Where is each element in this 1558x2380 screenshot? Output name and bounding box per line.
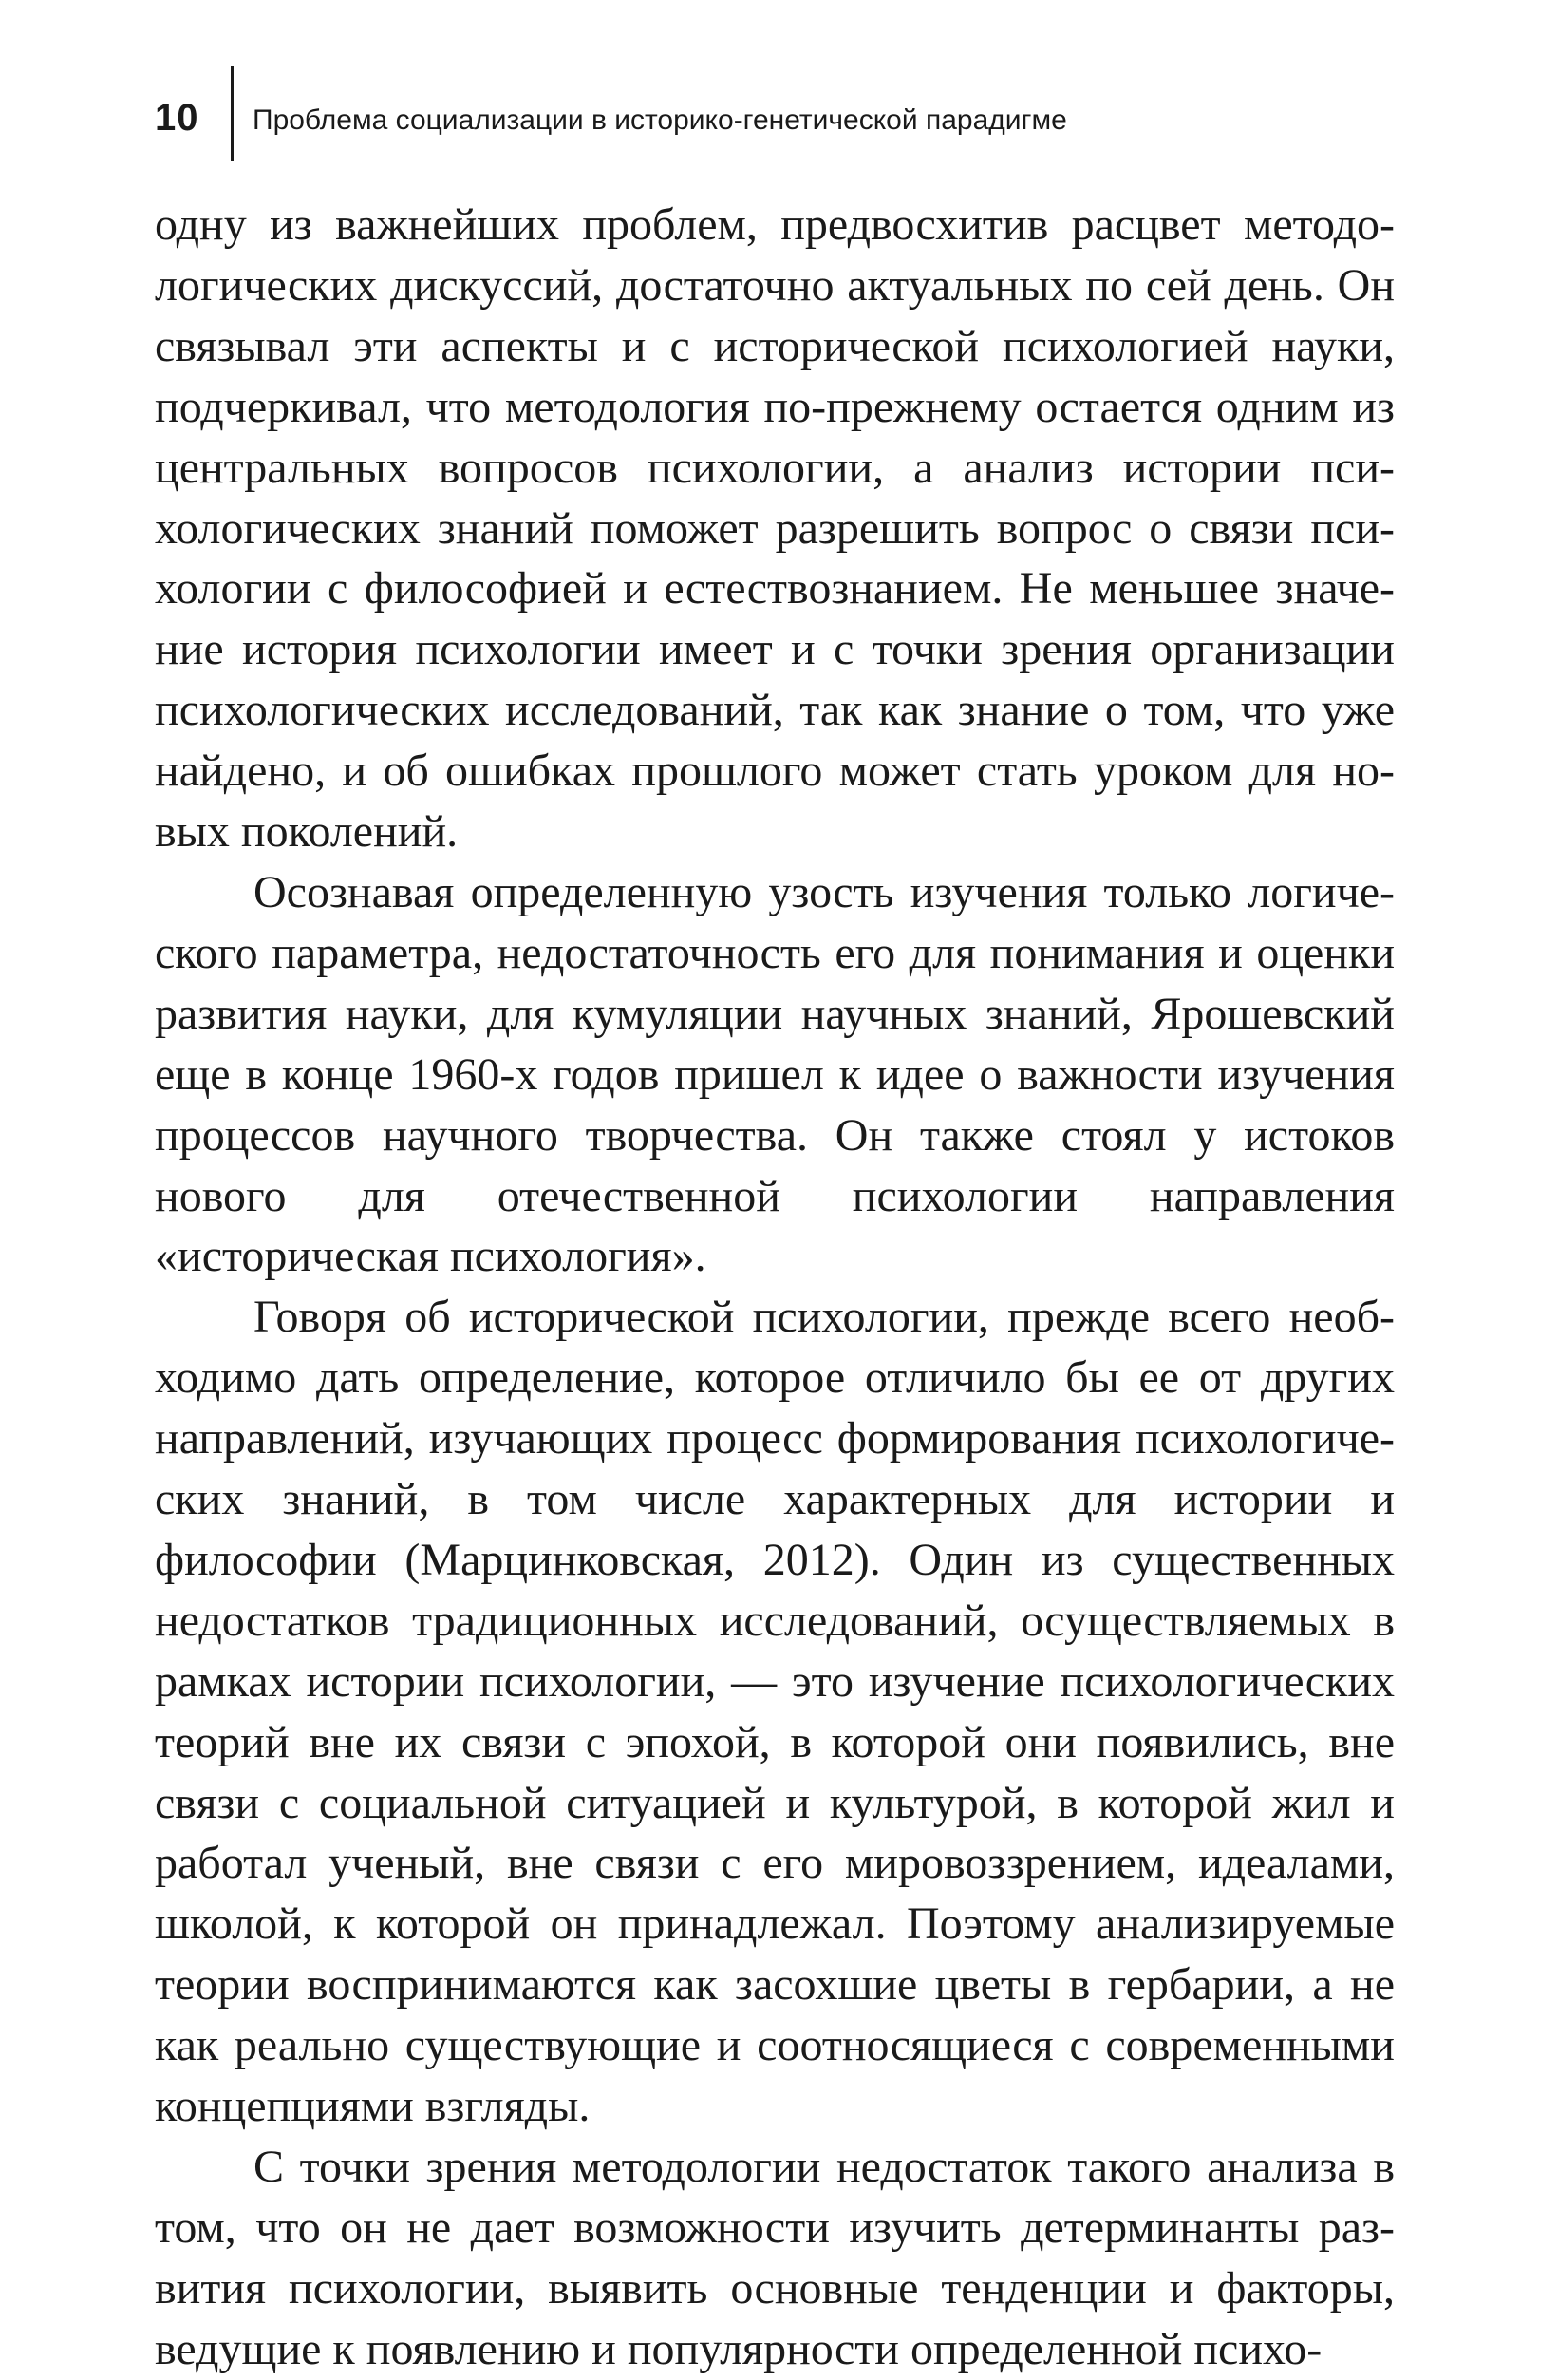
- paragraph: Говоря об исторической психологии, прежде всего необходимо дать определение, которое отличило бы ее от других направлений, изучающих процесс формирования психологических знаний, в том числе характерных для истории и философии (Марцинковская, 2012). Один из существенных недостатков традиционных исследований, осуществляемых в рамках истории психологии, — это изучение психологических теорий вне их связи с эпохой, в которой они появились, вне связи с социальной ситуацией и культурой, в которой жил и работал ученый, вне связи с его мировоззрением, идеалами, школой, к которой он принадлежал. Поэтому анализируемые теории воспринимаются как засохшие цветы в гербарии, а не как реально существующие и соотносящиеся с современными концепциями взгляды.: [155, 1292, 1395, 2132]
- paragraph: Осознавая определенную узость изучения только логического параметра, недостаточность его для понимания и оценки развития науки, для кумуляции научных знаний, Ярошевский еще в конце 1960-х годов пришел к идее о важности изучения процессов научного творчества. Он также стоял у истоков нового для отечественной психологии направления «историческая психология».: [155, 866, 1395, 1282]
- header-divider: [231, 66, 234, 161]
- paragraph-continued: одну из важнейших проблем, предвосхитив расцвет методологических дискуссий, достаточно актуальных по сей день. Он связывал эти аспекты и с исторической психологией науки, подчеркивал, что методология по-прежнему остается одним из центральных вопросов психологии, а анализ истории психологических знаний поможет разрешить вопрос о связи психологии с философией и естествознанием. Не меньшее значение история психологии имеет и с точки зрения организации психологических исследований, так как знание о том, что уже найдено, и об ошибках прошлого может стать уроком для новых поколений.: [155, 199, 1395, 858]
- body-text: [155, 195, 1395, 2380]
- running-title: Проблема социализации в историко-генетической парадигме: [253, 104, 1067, 136]
- paragraph: С точки зрения методологии недостаток такого анализа в том, что он не дает возможности изучить детерминанты развития психологии, выявить основные тенденции и факторы, ведущие к появлению и популярности определенной психо-: [155, 2142, 1395, 2374]
- running-head: [155, 66, 1408, 161]
- page-number: 10: [155, 97, 199, 139]
